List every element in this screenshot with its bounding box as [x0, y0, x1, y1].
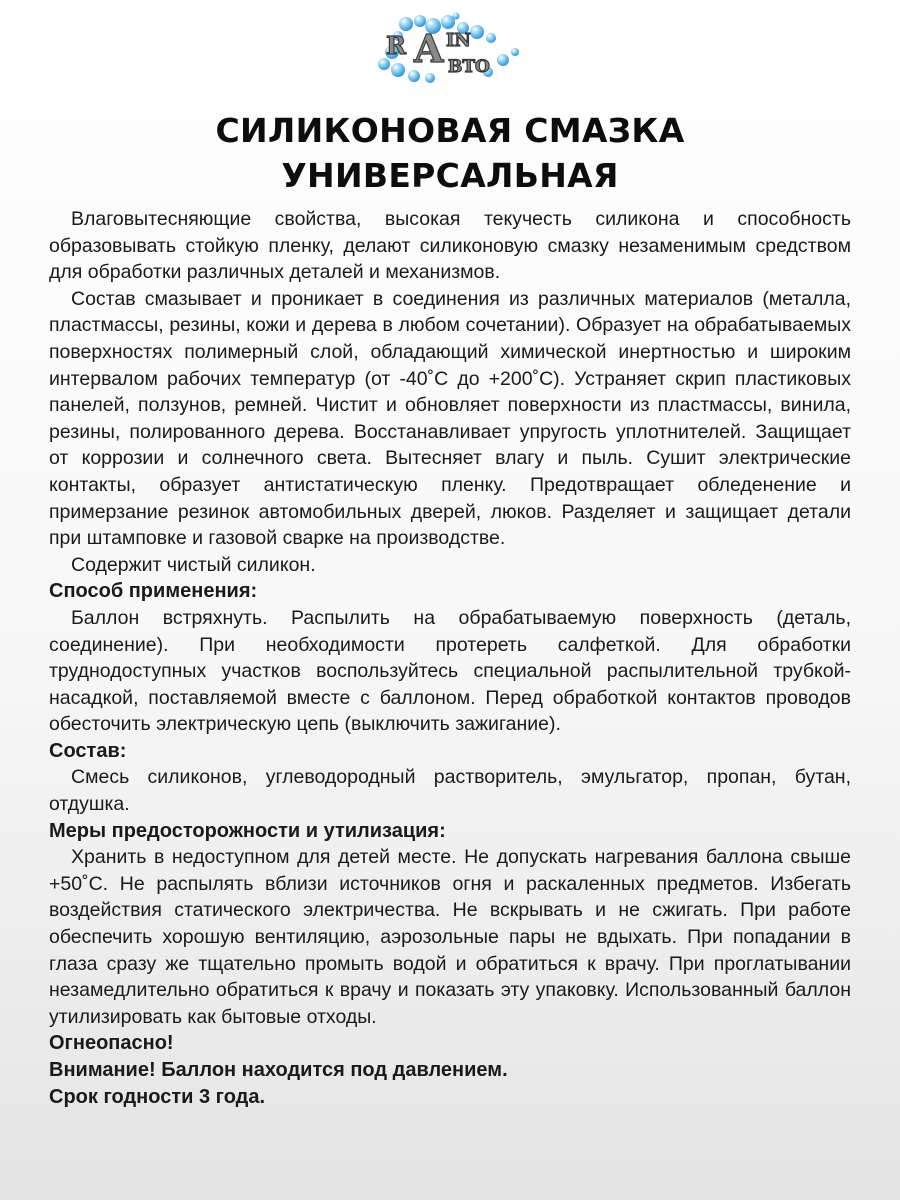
shelf-life-note: Срок годности 3 года. — [49, 1085, 266, 1108]
intro-paragraph-1: Влаговытесняющие свойства, высокая текучесть силикона и способность образовывать стойкую пленку, делают силиконовую смазку незаменимым средством для обработки различных деталей и механизмов. — [49, 208, 851, 284]
pressure-warning: Внимание! Баллон находится под давлением. — [49, 1059, 508, 1081]
title-line-1: СИЛИКОНОВАЯ СМАЗКА — [215, 111, 685, 150]
logo-letters-in: IN — [446, 30, 471, 51]
composition-text: Смесь силиконов, углеводородный растворитель, эмульгатор, пропан, бутан, отдушка. — [49, 766, 851, 816]
title-line-2: УНИВЕРСАЛЬНАЯ — [281, 156, 619, 195]
description-body — [49, 206, 851, 1110]
intro-paragraph-2: Состав смазывает и проникает в соединения из различных материалов (металла, пластмассы, резины, кожи и дерева в любом сочетании). Образует на обрабатываемых поверхностях полимерный слой, обладающий химической инертностью и широким интервалом рабочих температур (от -40˚С до +200˚С). Устраняет скрип пластиковых панелей, ползунов, ремней. Чистит и обновляет поверхности из пластмассы, винила, резины, полированного дерева. Восстанавливает упругость уплотнителей. Защищает от коррозии и солнечного света. Вытесняет влагу и пыль. Сушит электрические контакты, образует антистатическую пленку. Предотвращает обледенение и примерзание резинок автомобильных дверей, люков. Разделяет и защищает детали при штамповке и газовой сварке на производстве. — [49, 287, 851, 550]
intro-paragraph-3: Содержит чистый силикон. — [71, 553, 316, 576]
safety-heading: Меры предосторожности и утилизация: — [49, 819, 446, 842]
brand-logo — [370, 12, 530, 86]
logo-letter-a: A — [414, 26, 444, 71]
usage-heading: Способ применения: — [49, 580, 258, 603]
fire-warning: Огнеопасно! — [49, 1032, 174, 1055]
logo-letter-r: R — [386, 31, 406, 60]
composition-heading: Состав: — [49, 739, 127, 762]
logo-letters-vto: ВТО — [448, 57, 490, 77]
usage-text: Баллон встряхнуть. Распылить на обрабатываемую поверхность (деталь, соединение). При необходимости протереть салфеткой. Для обработки труднодоступных участков воспользуйтесь специальной распылительной трубкой-насадкой, поставляемой вместе с баллоном. Перед обработкой контактов проводов обесточить электрическую цепь (выключить зажигание). — [49, 606, 851, 736]
page-title — [0, 108, 900, 198]
safety-text: Хранить в недоступном для детей месте. Не допускать нагревания баллона свыше +50˚С. Не распылять вблизи источников огня и раскаленных предметов. Избегать воздействия статического электричества. Не вскрывать и не сжигать. При работе обеспечить хорошую вентиляцию, аэрозольные пары не вдыхать. При попадании в глаза сразу же тщательно промыть водой и обратиться к врачу. При проглатывании незамедлительно обратиться к врачу и показать эту упаковку. Использованный баллон утилизировать как бытовые отходы. — [49, 846, 851, 1028]
